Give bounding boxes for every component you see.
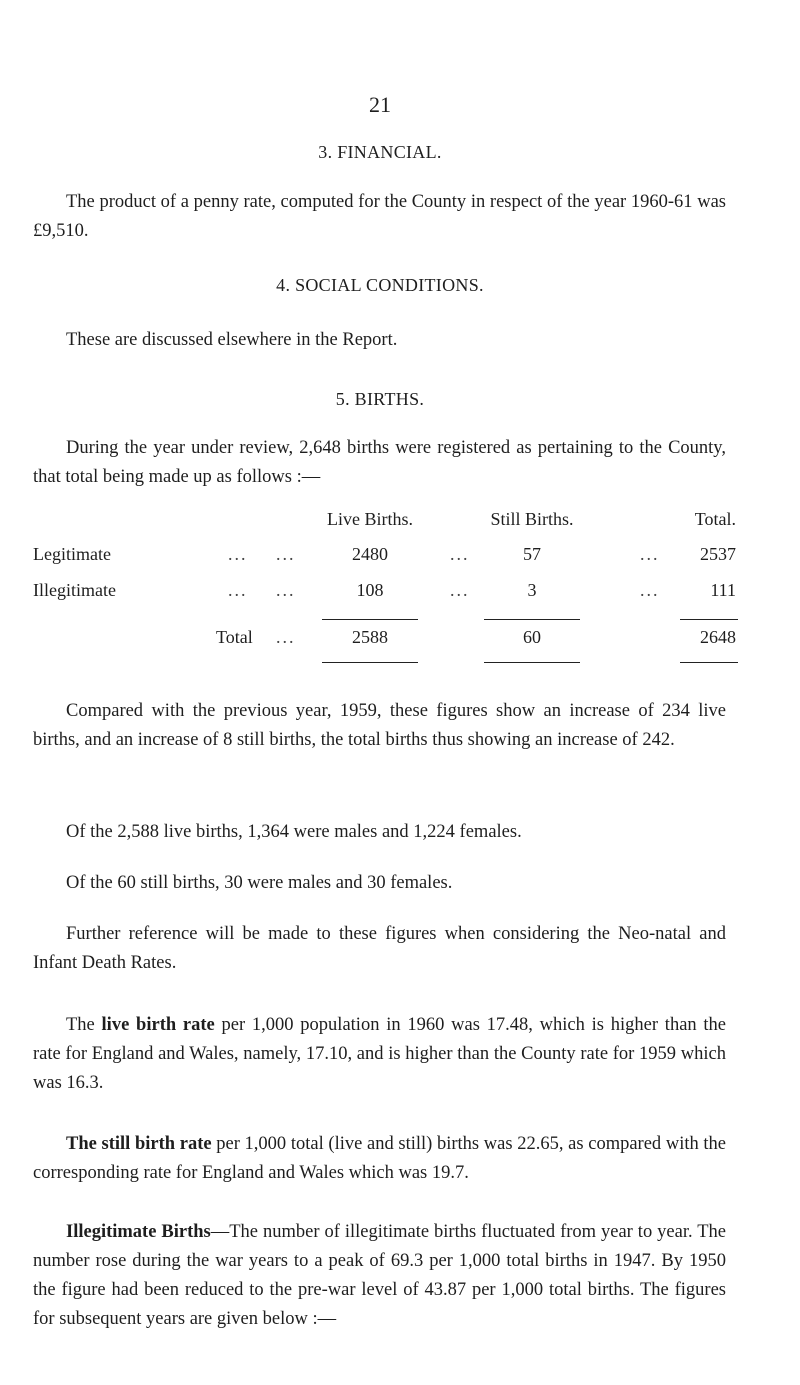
cell-total-still: 60 [523, 627, 541, 647]
live-sex-paragraph [33, 818, 726, 847]
row-label-legitimate: Legitimate [33, 544, 111, 564]
illegitimate-paragraph [33, 1218, 726, 1334]
cell-total-live: 2588 [352, 627, 388, 647]
cell-legitimate-live: 2480 [352, 544, 388, 564]
social-heading: 4. SOCIAL CONDITIONS. [276, 275, 484, 295]
financial-text: The product of a penny rate, computed for the County in respect of the year 1960-61 was £9,510. [33, 192, 726, 241]
live-rate-prefix: The [66, 1015, 95, 1035]
illegitimate-text: —The number of illegitimate births fluctuated from year to year. The number rose during the war years to a peak of 69.3 per 1,000 total births in 1947. By 1950 the figure had been reduced to the pre-war level of 43.87 per 1,000 total births. The figures for subsequent years are given below :— [33, 1222, 726, 1329]
financial-heading: 3. FINANCIAL. [318, 142, 442, 162]
illegitimate-bold: Illegitimate Births [66, 1222, 211, 1242]
header-live-births: Live Births. [327, 509, 413, 529]
live-sex-text: Of the 2,588 live births, 1,364 were males and 1,224 females. [66, 822, 522, 842]
still-sex-paragraph [33, 869, 726, 898]
live-rate-text: per 1,000 population in 1960 was 17.48, which is higher than the rate for England and Wales, namely, 17.10, and is higher than the County rate for 1959 which was 16.3. [33, 1015, 727, 1093]
total-rule-total [680, 662, 738, 663]
row-label-illegitimate: Illegitimate [33, 580, 116, 600]
subtotal-rule-live [322, 619, 418, 620]
cell-total-total: 2648 [700, 627, 736, 647]
further-paragraph [33, 920, 726, 978]
births-intro-text: During the year under review, 2,648 births were registered as pertaining to the County, that total being made up as follows :— [33, 438, 726, 487]
still-rate-paragraph [33, 1130, 726, 1188]
total-rule-live [322, 662, 418, 663]
header-total: Total. [694, 509, 736, 529]
further-text: Further reference will be made to these figures when considering the Neo-natal and Infant Death Rates. [33, 924, 726, 973]
leader-dots: ... [276, 544, 296, 564]
leader-dots: ... [640, 580, 660, 600]
header-still-births: Still Births. [490, 509, 574, 529]
leader-dots: ... [450, 544, 470, 564]
comparison-text: Compared with the previous year, 1959, these figures show an increase of 234 live births, and an increase of 8 still births, the total births thus showing an increase of 242. [33, 701, 726, 750]
row-label-total: Total [216, 627, 253, 647]
page-number: 21 [369, 92, 391, 117]
live-rate-bold: live birth rate [101, 1015, 215, 1035]
leader-dots: ... [228, 544, 248, 564]
cell-legitimate-total: 2537 [700, 544, 736, 564]
subtotal-rule-still [484, 619, 580, 620]
still-sex-text: Of the 60 still births, 30 were males and 30 females. [66, 873, 453, 893]
cell-legitimate-still: 57 [523, 544, 541, 564]
cell-illegitimate-live: 108 [356, 580, 384, 600]
leader-dots: ... [640, 544, 660, 564]
live-rate-paragraph [33, 1011, 726, 1098]
total-rule-still [484, 662, 580, 663]
subtotal-rule-total [680, 619, 738, 620]
comparison-paragraph [33, 697, 726, 755]
cell-illegitimate-total: 111 [710, 580, 736, 600]
still-rate-bold: The still birth rate [66, 1134, 212, 1154]
still-rate-text: per 1,000 total (live and still) births was 22.65, as compared with the corresponding rate for England and Wales which was 19.7. [33, 1134, 727, 1183]
leader-dots: ... [450, 580, 470, 600]
births-heading: 5. BIRTHS. [335, 389, 425, 409]
leader-dots: ... [228, 580, 248, 600]
leader-dots: ... [276, 627, 296, 647]
cell-illegitimate-still: 3 [527, 580, 537, 600]
social-text: These are discussed elsewhere in the Report. [66, 330, 398, 350]
leader-dots: ... [276, 580, 296, 600]
